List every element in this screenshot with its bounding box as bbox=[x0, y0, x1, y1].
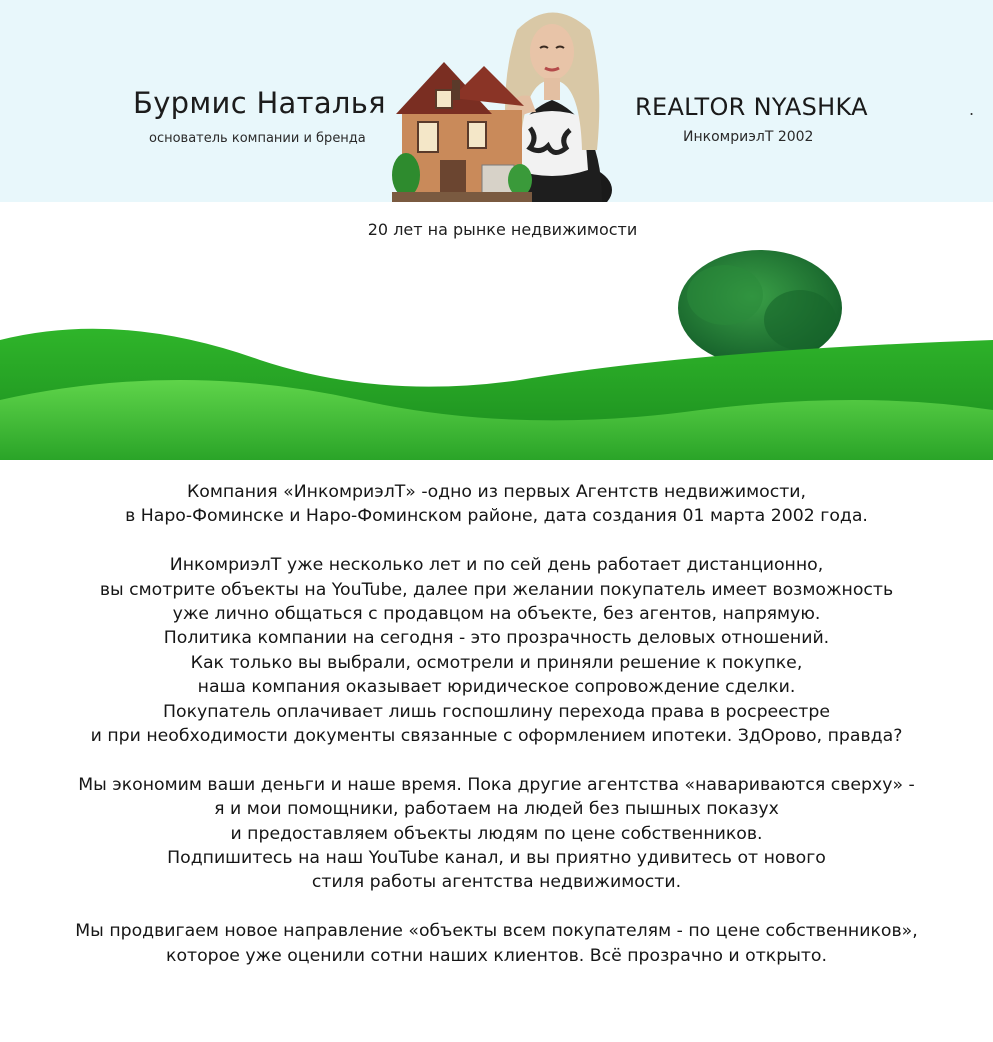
paragraph-intro bbox=[0, 480, 993, 529]
hero-illustration bbox=[392, 0, 622, 202]
text-line: Покупатель оплачивает лишь госпошлину перехода права в росреестре bbox=[163, 701, 830, 722]
text-line: Компания «ИнкомриэлТ» -одно из первых Агентств недвижимости, bbox=[186, 482, 806, 502]
header-dot: . bbox=[969, 100, 975, 119]
text-line: Как только вы выбрали, осмотрели и приняли решение к покупке, bbox=[190, 652, 803, 673]
text-line: я и мои помощники, работаем на людей без пышных показух bbox=[214, 799, 779, 820]
brand-title: REALTOR NYASHKA bbox=[635, 93, 868, 121]
grass-landscape bbox=[0, 240, 993, 460]
text-line: стиля работы агентства недвижимости. bbox=[311, 872, 682, 893]
tagline: 20 лет на рынке недвижимости bbox=[367, 220, 638, 239]
text-line: ИнкомриэлТ уже несколько лет и по сей день работает дистанционно, bbox=[169, 555, 824, 576]
header-banner bbox=[0, 0, 993, 202]
text-line: Мы экономим ваши деньги и наше время. Пока другие агентства «навариваются сверху» - bbox=[78, 774, 915, 795]
company-description bbox=[0, 480, 993, 992]
text-line: уже лично общаться с продавцом на объекте, без агентов, напрямую. bbox=[172, 604, 821, 625]
text-line: Мы продвигаем новое направление «объекты всем покупателям - по цене собственников», bbox=[75, 921, 918, 942]
founder-name: Бурмис Наталья bbox=[133, 86, 386, 120]
text-line: в Наро-Фоминске и Наро-Фоминском районе, дата создания 01 марта 2002 года. bbox=[125, 506, 868, 527]
text-line: и при необходимости документы связанные с оформлением ипотеки. ЗдОрово, правда? bbox=[90, 726, 903, 747]
text-line: наша компания оказывает юридическое сопровождение сделки. bbox=[197, 677, 796, 698]
paragraph-savings bbox=[0, 773, 993, 895]
brand-subtitle: ИнкомриэлТ 2002 bbox=[683, 129, 814, 145]
paragraph-remote-work bbox=[0, 553, 993, 748]
text-line: которое уже оценили сотни наших клиентов. Всё прозрачно и открыто. bbox=[166, 945, 827, 966]
text-line: Подпишитесь на наш YouTube канал, и вы приятно удивитесь от нового bbox=[167, 848, 826, 869]
text-line: Политика компании на сегодня - это прозрачность деловых отношений. bbox=[163, 628, 830, 649]
founder-role: основатель компании и бренда bbox=[149, 131, 366, 146]
text-line: и предоставляем объекты людям по цене собственников. bbox=[230, 823, 763, 844]
paragraph-direction bbox=[0, 919, 993, 968]
text-line: вы смотрите объекты на YouTube, далее при желании покупатель имеет возможность bbox=[99, 579, 894, 600]
